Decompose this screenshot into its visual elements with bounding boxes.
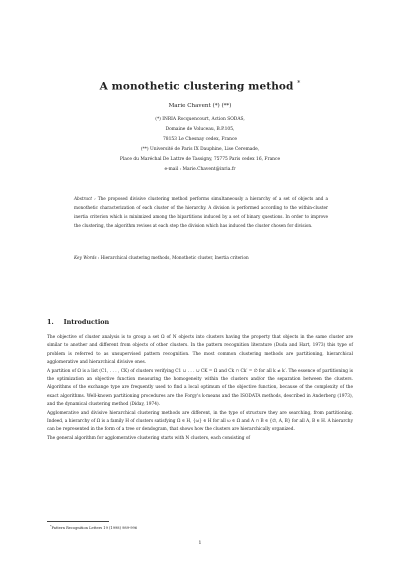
footnote-mark: * — [50, 524, 52, 528]
footnote-rule — [47, 521, 109, 522]
title-text: A monothetic clustering method — [99, 80, 294, 93]
page-number: 1 — [198, 541, 202, 546]
affiliation-line: Domaine de Voluceau, B.P.105, — [165, 127, 235, 132]
abstract-text: The proposed divisive clustering method performs simultaneously a hierarchy of a set of objects and a monothetic characterization of each cluster of the hierarchy. A division is performed according to the within-cluster inertia criterion which is minimized among the bipartitions induced by a set of binary questions. In order to improve the clustering, the algorithm revises at each step the division which has induced the cluster chosen for division. — [74, 196, 329, 228]
title-footnote-mark: * — [297, 80, 301, 87]
affiliation-line: (*) INRIA Rocquencourt, Action SODAS, — [155, 117, 245, 122]
keywords-text: Hierarchical clustering methods, Monothetic cluster, Inertia criterion — [100, 255, 249, 260]
abstract — [74, 194, 328, 230]
footnote-text: Pattern Recognition Letters 19 (1998) 989-996 — [51, 526, 138, 531]
author-line: Marie Chavent (*) (**) — [168, 103, 232, 109]
abstract-label: Abstract : — [74, 196, 96, 201]
footnote — [50, 524, 137, 530]
section-title: Introduction — [63, 318, 110, 326]
paper-title — [0, 80, 400, 93]
affiliation-line: 78153 Le Chesnay cedex, France — [162, 137, 237, 142]
body-paragraph: The general algorithm for agglomerative clustering starts with N clusters, each consisting of — [47, 435, 251, 441]
affiliation-line: Place du Maréchal De Lattre de Tassigny, 75775 Paris cedex 16, France — [119, 157, 281, 162]
body-paragraph: The objective of cluster analysis is to group a set Ω of N objects into clusters having the property that objects in the same cluster are similar to another and different from objects of other clusters. In the pattern recognition literature (Duda and Hart, 1973) this type of problem is referred to as unsupervised pattern recognition. The most common clustering methods are partitioning, hierarchical agglomerative and hierarchical divisive ones. — [47, 335, 353, 366]
keywords — [74, 253, 328, 262]
body-paragraph: Agglomerative and divisive hierarchical clustering methods are different, in the type of structure they are searching, from partitioning. Indeed, a hierarchy of Ω is a family H of clusters satisfying Ω ∈ H, {ω} ∈ H for all ω ∈ Ω and A ∩ B ∈ {∅, A, B} for all A, B ∈ H. A hierarchy can be represented in the form of a tree or dendogram, that shows how the clusters are hierarchically organized. — [47, 410, 353, 433]
body-paragraph: A partition of Ω is a list (C1, . . . , CK) of clusters verifying C1 ∪ . . . ∪ CK = Ω and Ck ∩ Ck′ = ∅ for all k ≠ k′. The essence of partitioning is the optimization an objective function measuring the homogeneity within the clusters and/or the separation between the clusters. Algorithms of the exchange type are frequently used to find a local optimum of the objective function, because of the complexity of the exact algorithms. Well-known partitioning procedures are the Forgy's k-means and the ISODATA methods, described in Anderberg (1973), and the dynamical clustering method (Diday, 1974). — [47, 368, 353, 408]
section-heading — [47, 318, 109, 326]
section-number: 1. — [47, 318, 54, 326]
affiliation-line: (**) Université de Paris IX Dauphine, Lise Ceremade, — [140, 147, 260, 152]
section-body — [47, 334, 353, 443]
keywords-label: Key Words : — [74, 255, 100, 260]
email-line: e-mail : Marie.Chavent@inria.fr — [164, 167, 236, 172]
